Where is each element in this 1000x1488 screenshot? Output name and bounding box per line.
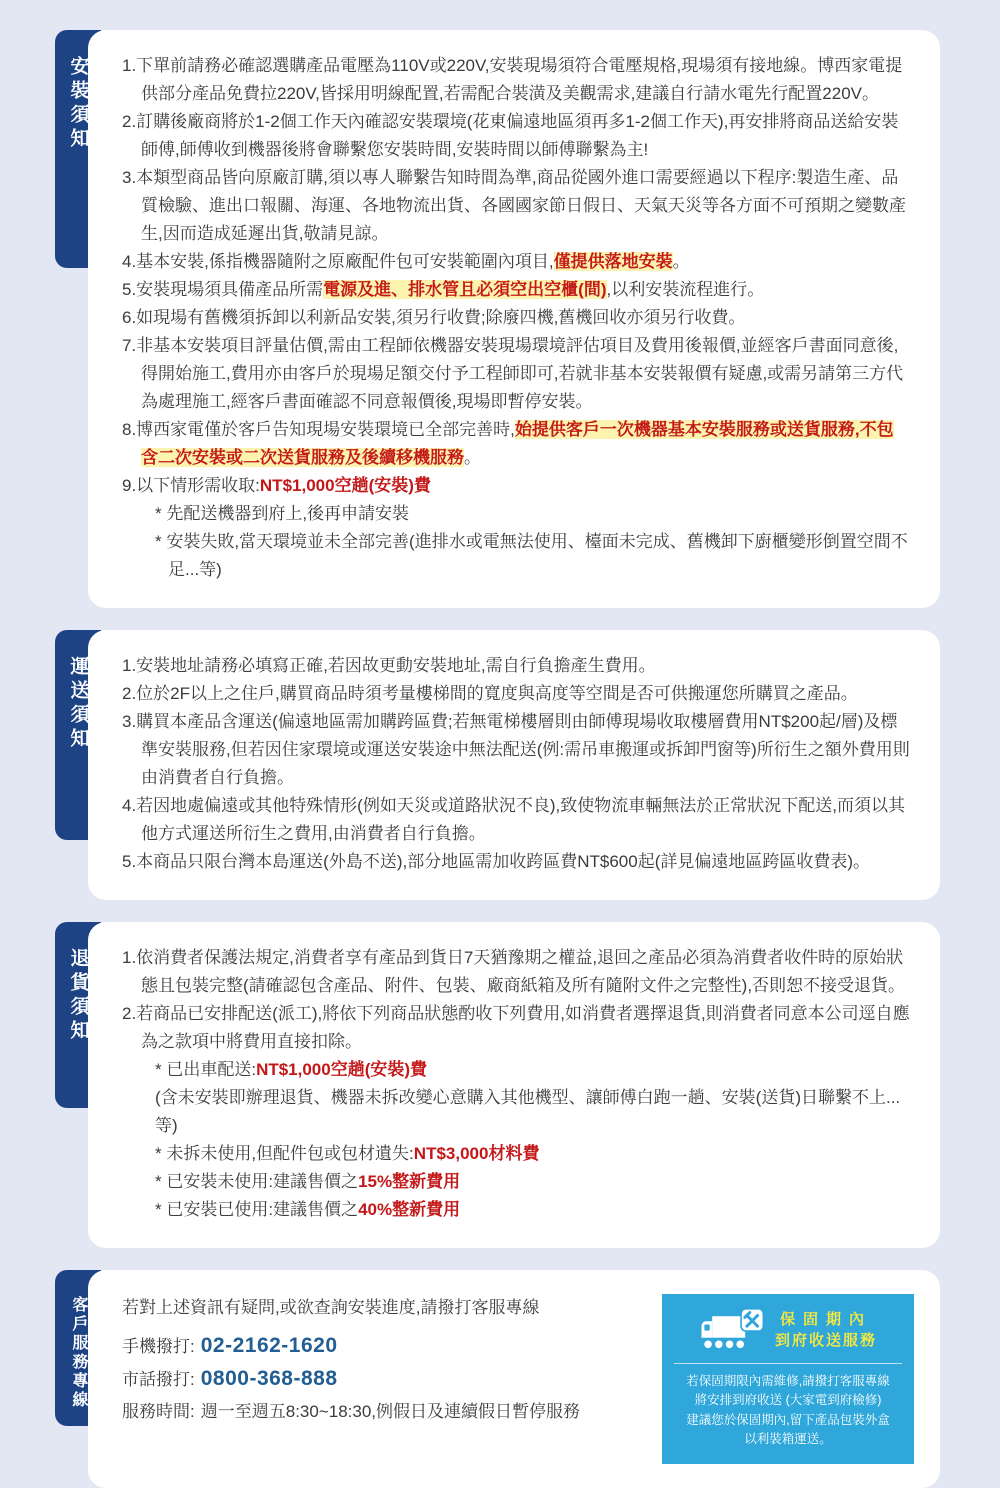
warranty-text-line: 將安排到府收送 (大家電到府檢修) xyxy=(694,1393,882,1408)
service-hours-label: 服務時間: xyxy=(122,1402,195,1421)
warranty-text-line: 建議您於保固期內,留下產品包裝外盒 xyxy=(686,1412,890,1427)
text-segment: 1.下單前請務必確認選購產品電壓為110V或220V,安裝現場須符合電壓規格,現場須有接地線。博西家電提供部分產品免費拉220V,皆採用明線配置,若需配合裝潢及美觀需求,建議自行請水電先行配置220V。 xyxy=(122,56,903,103)
text-segment: 5.安裝現場須具備產品所需 xyxy=(122,280,324,299)
landline-phone-number: 0800-368-888 xyxy=(200,1367,338,1390)
truck-tools-icon xyxy=(699,1308,765,1353)
tab-label: 安裝須知 xyxy=(67,56,89,152)
emphasized-text: 15%整新費用 xyxy=(358,1172,461,1191)
warranty-text-line: 以利裝箱運送。 xyxy=(744,1432,832,1447)
return-notice-section xyxy=(55,922,940,1248)
customer-service-section xyxy=(55,1270,940,1488)
emphasized-text: 僅提供落地安裝 xyxy=(553,252,673,271)
notice-line xyxy=(122,248,910,276)
mobile-phone-label: 手機撥打: xyxy=(122,1337,195,1356)
emphasized-text: NT$1,000空趟(安裝)費 xyxy=(256,1060,428,1079)
customer-service-card xyxy=(88,1270,940,1488)
text-segment: 1.依消費者保護法規定,消費者享有產品到貨日7天猶豫期之權益,退回之產品必須為消費者收件時的原始狀態且包裝完整(請確認包含產品、附件、包裝、廠商紙箱及所有隨附文件之完整性),否則恕不接受退貨。 xyxy=(122,948,906,995)
notice-line xyxy=(122,164,910,248)
notice-line xyxy=(122,528,910,584)
return-notice-body xyxy=(122,944,910,1224)
text-segment: * 安裝失敗,當天環境並未全部完善(進排水或電無法使用、檯面未完成、舊機卸下廚櫃變形倒置空間不足...等) xyxy=(155,532,908,579)
landline-phone-row xyxy=(122,1365,642,1394)
service-hours-row xyxy=(122,1398,642,1426)
return-notice-card xyxy=(88,922,940,1248)
warranty-pickup-box xyxy=(662,1294,914,1464)
text-segment: * 已安裝未使用:建議售價之 xyxy=(155,1172,359,1191)
text-segment: 4.若因地處偏遠或其他特殊情形(例如天災或道路狀況不良),致使物流車輛無法於正常狀況下配送,而須以其他方式運送所衍生之費用,由消費者自行負擔。 xyxy=(122,796,905,843)
install-notice-body xyxy=(122,52,910,584)
mobile-phone-row xyxy=(122,1332,642,1361)
text-segment: 3.購買本產品含運送(偏遠地區需加購跨區費;若無電梯樓層則由師傅現場收取樓層費用NT$200起/層)及標準安裝服務,但若因住家環境或運送安裝途中無法配送(例:需吊車搬運或拆卸門窗等)所衍生之額外費用則由消費者自行負擔。 xyxy=(122,712,910,787)
landline-phone-label: 市話撥打: xyxy=(122,1370,195,1389)
tab-label: 客戶服務專線 xyxy=(70,1296,87,1410)
notice-line xyxy=(122,652,910,680)
warranty-text-line: 若保固期限內需維修,請撥打客服專線 xyxy=(686,1373,890,1388)
text-segment: 5.本商品只限台灣本島運送(外島不送),部分地區需加收跨區費NT$600起(詳見偏遠地區跨區收費表)。 xyxy=(122,852,871,871)
text-segment: 3.本類型商品皆向原廠訂購,須以專人聯繫告知時間為準,商品從國外進口需要經過以下程序:製造生產、品質檢驗、進出口報關、海運、各地物流出貨、各國國家節日假日、天氣天災等各方面不可預期之變數產生,因而造成延遲出貨,敬請見諒。 xyxy=(122,168,906,243)
text-segment: * 已出車配送: xyxy=(155,1060,257,1079)
notice-line xyxy=(122,1000,910,1056)
shipping-notice-section xyxy=(55,630,940,900)
notice-line xyxy=(122,52,910,108)
notice-line xyxy=(122,1196,910,1224)
emphasized-text: 始提供客戶一次機器基本安裝服務或送貨服務,不包含二次安裝或二次送貨服務及後續移機服務 xyxy=(141,420,894,467)
notice-line xyxy=(122,848,910,876)
text-segment: (含未安裝即辦理退貨、機器未拆改變心意購入其他機型、讓師傅白跑一趟、安裝(送貨)日聯繫不上...等) xyxy=(155,1088,901,1135)
text-segment: 8.博西家電僅於客戶告知現場安裝環境已全部完善時, xyxy=(122,420,515,439)
emphasized-text: NT$1,000空趟(安裝)費 xyxy=(259,476,431,495)
service-intro-text: 若對上述資訊有疑問,或欲查詢安裝進度,請撥打客服專線 xyxy=(122,1298,540,1317)
notice-line xyxy=(122,276,910,304)
notice-line xyxy=(122,1140,910,1168)
install-notice-section xyxy=(55,30,940,608)
tab-label: 運送須知 xyxy=(67,656,89,752)
warranty-title-line1: 保固期內 xyxy=(779,1311,872,1329)
notice-line xyxy=(122,1056,910,1084)
notice-line xyxy=(122,416,910,472)
notice-line xyxy=(122,1168,910,1196)
notice-line xyxy=(122,944,910,1000)
text-segment: 4.基本安裝,係指機器隨附之原廠配件包可安裝範圍內項目, xyxy=(122,252,554,271)
mobile-phone-number: 02-2162-1620 xyxy=(200,1334,338,1357)
notice-line xyxy=(122,708,910,792)
notice-line xyxy=(122,680,910,708)
shipping-notice-card xyxy=(88,630,940,900)
text-segment: ,以利安裝流程進行。 xyxy=(606,280,765,299)
text-segment: 2.若商品已安排配送(派工),將依下列商品狀態酌收下列費用,如消費者選擇退貨,則消費者同意本公司逕自應為之款項中將費用直接扣除。 xyxy=(122,1004,910,1051)
notice-line xyxy=(122,472,910,500)
notice-line xyxy=(122,108,910,164)
text-segment: 1.安裝地址請務必填寫正確,若因故更動安裝地址,需自行負擔產生費用。 xyxy=(122,656,656,675)
shipping-notice-body xyxy=(122,652,910,876)
text-segment: * 先配送機器到府上,後再申請安裝 xyxy=(155,504,410,523)
notice-line xyxy=(122,500,910,528)
notice-line xyxy=(122,332,910,416)
emphasized-text: 40%整新費用 xyxy=(358,1200,461,1219)
text-segment: 2.訂購後廠商將於1-2個工作天內確認安裝環境(花東偏遠地區須再多1-2個工作天),再安排將商品送給安裝師傅,師傅收到機器後將會聯繫您安裝時間,安裝時間以師傅聯繫為主! xyxy=(122,112,899,159)
text-segment: * 未拆未使用,但配件包或包材遺失: xyxy=(155,1144,414,1163)
warranty-divider xyxy=(674,1363,902,1364)
notice-line xyxy=(122,304,910,332)
warranty-header xyxy=(672,1304,904,1361)
emphasized-text: 電源及進、排水管且必須空出空櫃(間) xyxy=(323,280,607,299)
notice-line xyxy=(122,792,910,848)
text-segment: 2.位於2F以上之住戶,購買商品時須考量樓梯間的寬度與高度等空間是否可供搬運您所購買之產品。 xyxy=(122,684,858,703)
warranty-title-line2: 到府收送服務 xyxy=(774,1332,877,1350)
text-segment: 6.如現場有舊機須拆卸以利新品安裝,須另行收費;除廢四機,舊機回收亦須另行收費。 xyxy=(122,308,746,327)
notice-line xyxy=(122,1084,910,1140)
text-segment: 。 xyxy=(672,252,690,271)
text-segment: 。 xyxy=(464,448,481,467)
text-segment: * 已安裝已使用:建議售價之 xyxy=(155,1200,359,1219)
install-notice-card xyxy=(88,30,940,608)
service-hours-value: 週一至週五8:30~18:30,例假日及連續假日暫停服務 xyxy=(200,1402,581,1421)
text-segment: 7.非基本安裝項目評量估價,需由工程師依機器安裝現場環境評估項目及費用後報價,並經客戶書面同意後,得開始施工,費用亦由客戶於現場足額交付予工程師即可,若就非基本安裝報價有疑慮,或需另請第三方代為處理施工,經客戶書面確認不同意報價後,現場即暫停安裝。 xyxy=(122,336,904,411)
text-segment: 9.以下情形需收取: xyxy=(122,476,260,495)
tab-label: 退貨須知 xyxy=(67,948,89,1044)
emphasized-text: NT$3,000材料費 xyxy=(413,1144,540,1163)
customer-service-info xyxy=(122,1294,642,1464)
